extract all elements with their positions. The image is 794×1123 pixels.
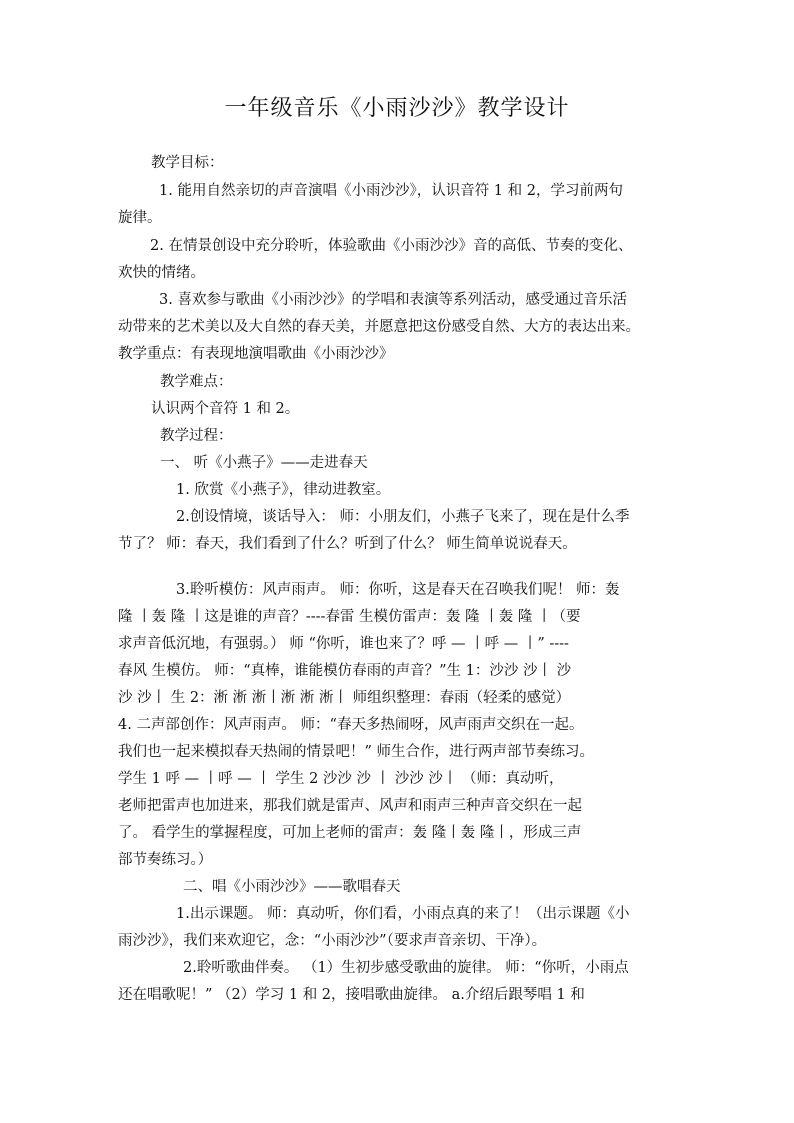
objective-2-line-2: 欢快的情绪。 [118,265,205,281]
objective-3-line-1: 3. 喜欢参与歌曲《小雨沙沙》的学唱和表演等系列活动，感受通过音乐活 [159,292,627,308]
page-title: 一年级音乐《小雨沙沙》教学设计 [224,96,570,121]
difficulty-heading: 教学难点： [160,374,233,390]
step-1-3-line-1: 3.聆听模仿：风声雨声。 师：你听，这是春天在召唤我们呢！ 师：轰 [176,582,620,598]
part-one-heading: 一、 听《小燕子》——走进春天 [160,455,368,471]
step-1-3-line-3: 求声音低沉地，有强弱。） 师 “你听，谁也来了？呼 — 丨呼 — 丨” ---- [118,636,569,652]
step-1-4-line-2: 我们也一起来模拟春天热闹的情景吧！” 师生合作，进行两声部节奏练习。 [118,744,595,760]
step-1-3-line-4: 春风 生模仿。 师：“真棒，谁能模仿春雨的声音？”生 1：沙沙 沙丨 沙 [118,663,572,679]
objective-3-line-2: 动带来的艺术美以及大自然的春天美，并愿意把这份感受自然、大方的表达出来。 [118,319,640,335]
objective-1-line-2: 旋律。 [118,210,162,226]
part-two-heading: 二、唱《小雨沙沙》——歌唱春天 [183,879,401,895]
difficulty-content: 认识两个音符 1 和 2。 [151,401,300,417]
step-1-4-line-1: 4. 二声部创作：风声雨声。 师：“春天多热闹呀，风声雨声交织在一起。 [118,717,584,733]
step-2-2-line-2: 还在唱歌呢！” （2）学习 1 和 2，接唱歌曲旋律。 a.介绍后跟琴唱 1 和 [118,987,585,1003]
step-1-4-line-5: 了。 看学生的掌握程度，可加上老师的雷声：轰 隆丨轰 隆丨，形成三声 [118,825,582,841]
objective-1-line-1: 1. 能用自然亲切的声音演唱《小雨沙沙》，认识音符 1 和 2，学习前两句 [159,183,623,199]
objective-2-line-1: 2. 在情景创设中充分聆听，体验歌曲《小雨沙沙》音的高低、节奏的变化、 [150,238,633,254]
step-1-1-line: 1. 欣赏《小燕子》，律动进教室。 [176,482,391,498]
step-1-4-line-6: 部节奏练习。） [118,852,213,868]
step-1-4-line-4: 老师把雷声也加进来，那我们就是雷声、风声和雨声三种声音交织在一起 [118,798,582,814]
step-2-1-line-2: 雨沙沙》，我们来欢迎它，念：“小雨沙沙”（要求声音亲切、干净）。 [118,933,547,949]
step-2-2-line-1: 2.聆听歌曲伴奏。 （1）生初步感受歌曲的旋律。 师：“你听，小雨点 [183,960,629,976]
step-1-2-line-1: 2.创设情境，谈话导入： 师：小朋友们，小燕子飞来了，现在是什么季 [176,509,630,525]
process-heading: 教学过程： [160,428,233,444]
step-2-1-line-1: 1.出示课题。 师：真动听，你们看，小雨点真的来了！（出示课题《小 [176,906,630,922]
step-1-3-line-5: 沙 沙丨 生 2：淅 淅 淅丨淅 淅 淅丨 师组织整理：春雨（轻柔的感觉） [118,690,571,706]
step-1-3-line-2: 隆 丨轰 隆 丨这是谁的声音？----春雷 生模仿雷声：轰 隆 丨轰 隆 丨（要 [118,609,581,625]
section-objectives-heading: 教学目标： [151,155,224,171]
step-1-4-line-3: 学生 1 呼 — 丨呼 — 丨 学生 2 沙沙 沙 丨 沙沙 沙丨 （师：真动听， [118,771,564,787]
step-1-2-line-2: 节了？ 师：春天，我们看到了什么？听到了什么？ 师生简单说说春天。 [118,536,577,552]
key-point-line: 教学重点：有表现地演唱歌曲《小雨沙沙》 [118,346,394,362]
